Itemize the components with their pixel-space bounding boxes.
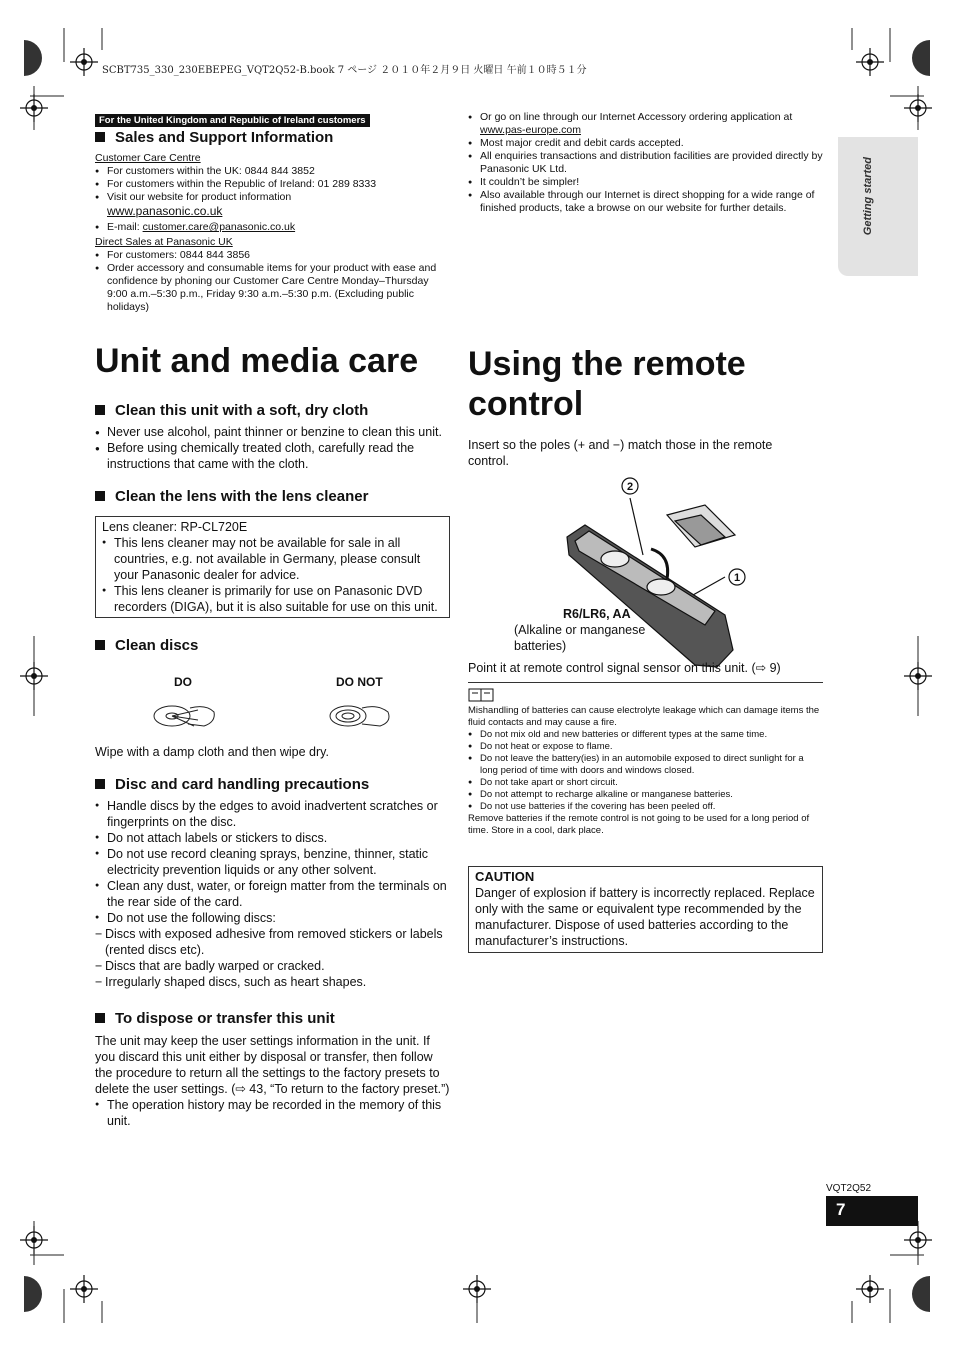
- list-item: ● Before using chemically treated cloth, carefully read the instructions that came with the cloth.: [95, 440, 455, 472]
- list-item: ● Do not attempt to recharge alkaline or manganese batteries.: [468, 789, 824, 801]
- region-banner: For the United Kingdom and Republic of Ireland customers: [95, 114, 370, 127]
- list-item: ● All enquiries transactions and distribution facilities are provided directly by Panasonic UK Ltd.: [468, 150, 824, 176]
- handling-section: [95, 798, 453, 990]
- list-item: ● Do not mix old and new batteries or different types at the same time.: [468, 729, 824, 741]
- do-label: DO: [174, 675, 192, 689]
- sales-support-heading: Sales and Support Information: [95, 129, 333, 146]
- clean-unit-heading: Clean this unit with a soft, dry cloth: [95, 402, 368, 419]
- lens-cleaner-model: Lens cleaner: RP-CL720E: [102, 520, 248, 534]
- callout-1: 1: [733, 572, 741, 584]
- list-item: ● For customers within the Republic of Ireland: 01 289 8333: [95, 178, 445, 191]
- list-item: ● Order accessory and consumable items for your product with ease and confidence by phoning our Customer Care Centre Monday–Thursday 9:00 a.m.–5:30 p.m., Friday 9:30 a.m.–5:30 p.m. (Excluding public holidays): [95, 262, 445, 314]
- bad-discs-list: [95, 926, 453, 990]
- pas-europe-link[interactable]: www.pas-europe.com: [480, 124, 581, 136]
- list-item: ● For customers: 0844 844 3856: [95, 249, 445, 262]
- list-item: ● Do not attach labels or stickers to discs.: [95, 830, 453, 846]
- list-item: ● Do not take apart or short circuit.: [468, 777, 824, 789]
- page-number: 7: [836, 1200, 846, 1219]
- customer-care-list: [95, 165, 445, 234]
- unit-media-care-title: Unit and media care: [95, 342, 419, 380]
- point-instruction: Point it at remote control signal sensor on this unit. (⇨ 9): [468, 661, 781, 675]
- file-header: SCBT735_330_230EBEPEG_VQT2Q52-B.book 7 ページ ２０１０年２月９日 火曜日 午前１０時５１分: [102, 65, 587, 76]
- list-item: ● Clean any dust, water, or foreign matter from the terminals on the rear side of the card.: [95, 878, 453, 910]
- list-item: − Discs with exposed adhesive from removed stickers or labels (rented discs etc).: [95, 927, 443, 957]
- list-item: ● Visit our website for product information www.panasonic.co.uk: [95, 191, 445, 219]
- list-item: − Discs that are badly warped or cracked.: [95, 959, 325, 973]
- customer-care-section: [95, 152, 445, 314]
- section-tab-label: Getting started: [862, 157, 874, 236]
- list-item: ● Handle discs by the edges to avoid inadvertent scratches or fingerprints on the disc.: [95, 798, 453, 830]
- disc-wipe-correct-illustration: [150, 700, 220, 734]
- list-item: ● Also available through our Internet is direct shopping for a wide range of finished products, take a browse on our website for further details.: [468, 189, 824, 215]
- handling-list: [95, 798, 453, 926]
- dispose-heading: To dispose or transfer this unit: [95, 1010, 335, 1027]
- section-tab: [838, 137, 918, 276]
- direct-sales-label: Direct Sales at Panasonic UK: [95, 236, 233, 248]
- online-ordering-list: [468, 111, 824, 215]
- email-link[interactable]: customer.care@panasonic.co.uk: [142, 221, 296, 233]
- dispose-text: The unit may keep the user settings information in the unit. If you discard this unit either by disposal or transfer, then follow the procedure to return all the settings to the factory presets to delete the user settings. (⇨ 43, “To return to the factory preset.”): [95, 1034, 450, 1096]
- document-code: VQT2Q52: [826, 1183, 872, 1194]
- clean-unit-list: [95, 424, 455, 472]
- lens-cleaner-box: [95, 516, 450, 618]
- list-item: ● E-mail: customer.care@panasonic.co.uk: [95, 221, 445, 234]
- list-item: ● Most major credit and debit cards accepted.: [468, 137, 824, 150]
- list-item: ● This lens cleaner is primarily for use on Panasonic DVD recorders (DIGA), but it is also suitable for use on this unit.: [102, 583, 443, 615]
- dispose-section: [95, 1033, 453, 1129]
- note-intro: Mishandling of batteries can cause electrolyte leakage which can damage items the fluid contacts and may cause a fire.: [468, 705, 820, 728]
- battery-type: R6/LR6, AA: [563, 607, 631, 621]
- dispose-list: [95, 1097, 453, 1129]
- list-item: − Irregularly shaped discs, such as heart shapes.: [95, 975, 367, 989]
- wipe-instruction: Wipe with a damp cloth and then wipe dry.: [95, 745, 329, 759]
- note-book-icon: [468, 688, 494, 702]
- do-not-label: DO NOT: [336, 675, 383, 689]
- list-item: ● It couldn’t be simpler!: [468, 176, 824, 189]
- clean-discs-heading: Clean discs: [95, 637, 198, 654]
- list-item: ● Do not use the following discs:: [95, 910, 453, 926]
- disc-wipe-incorrect-illustration: [326, 700, 396, 734]
- list-item: ● Do not heat or expose to flame.: [468, 741, 824, 753]
- note-list: [468, 729, 824, 813]
- caution-box: [468, 866, 823, 953]
- list-item: ● This lens cleaner may not be available for sale in all countries, e.g. not available in Germany, please consult your Panasonic dealer for advice.: [102, 535, 443, 583]
- list-item: ● Never use alcohol, paint thinner or benzine to clean this unit.: [95, 424, 455, 440]
- customer-care-label: Customer Care Centre: [95, 152, 201, 164]
- battery-notes: [468, 705, 824, 837]
- direct-sales-list: [95, 249, 445, 314]
- note-outro: Remove batteries if the remote control is not going to be used for a long period of time. Store in a cool, dark place.: [468, 813, 810, 836]
- list-item: ● The operation history may be recorded in the memory of this unit.: [95, 1097, 453, 1129]
- list-item: ● For customers within the UK: 0844 844 3852: [95, 165, 445, 178]
- handling-heading: Disc and card handling precautions: [95, 776, 369, 793]
- list-item: ● Do not leave the battery(ies) in an automobile exposed to direct sunlight for a long period of time with doors and windows closed.: [468, 753, 824, 777]
- callout-2: 2: [626, 481, 634, 493]
- list-item: ● Do not use batteries if the covering has been peeled off.: [468, 801, 824, 813]
- battery-description: (Alkaline or manganese batteries): [514, 623, 646, 653]
- page-number-box: [826, 1196, 918, 1226]
- caution-title: CAUTION: [475, 869, 535, 884]
- website-link[interactable]: www.panasonic.co.uk: [107, 204, 223, 218]
- lens-cleaner-list: [102, 535, 443, 615]
- insert-instruction: Insert so the poles (+ and −) match those in the remote control.: [468, 438, 773, 468]
- online-ordering-section: [468, 111, 824, 215]
- divider: [468, 682, 823, 683]
- caution-text: Danger of explosion if battery is incorrectly replaced. Replace only with the same or equivalent type recommended by the manufacturer. Dispose of used batteries according to the manufacturer’s instructions.: [475, 886, 815, 948]
- remote-title: Using the remote control: [468, 345, 746, 423]
- list-item: ● Do not use record cleaning sprays, benzine, thinner, static electricity prevention liquids or any other solvent.: [95, 846, 453, 878]
- list-item: ● Or go on line through our Internet Accessory ordering application at www.pas-europe.com: [468, 111, 824, 137]
- lens-heading: Clean the lens with the lens cleaner: [95, 488, 368, 505]
